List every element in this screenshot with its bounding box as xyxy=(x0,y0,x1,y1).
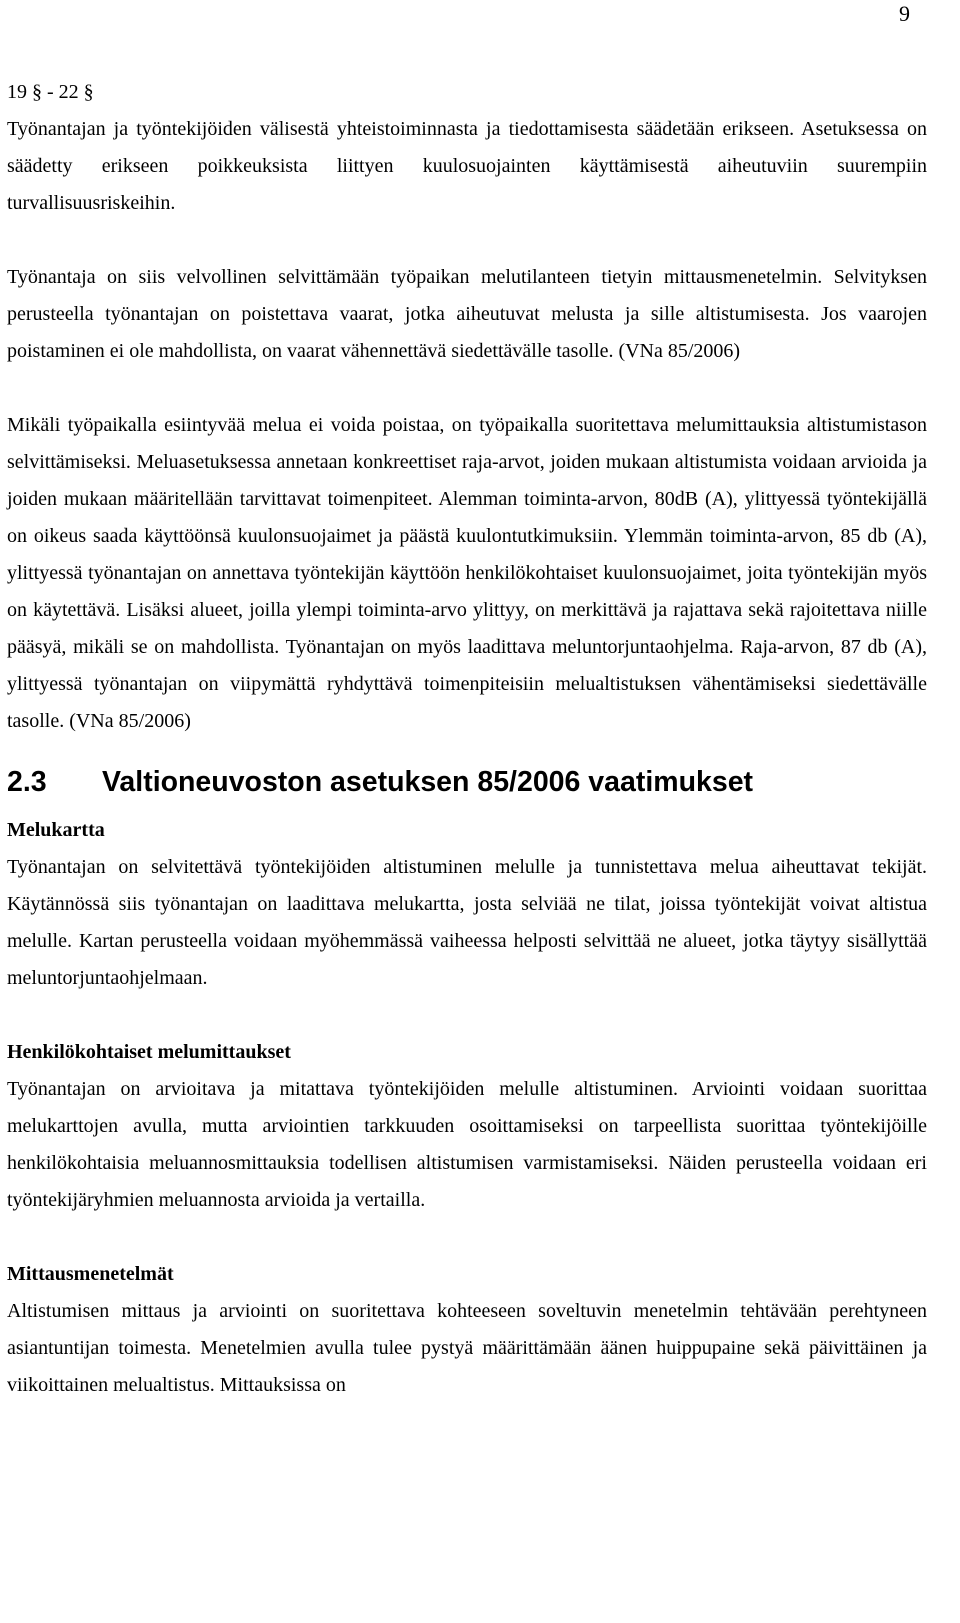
paragraph-melukartta: Työnantajan on selvitettävä työntekijöiden altistuminen melulle ja tunnistettava melua aiheuttavat tekijät. Käytännössä siis työnantajan on laadittava melukartta, josta selviää ne tilat, joissa työntekijät voivat altistua melulle. Kartan perusteella voidaan myöhemmässä vaiheessa helposti selvittää ne alueet, jotka täytyy sisällyttää meluntorjuntaohjelmaan. xyxy=(7,856,927,989)
spacer xyxy=(7,370,927,407)
paragraph-cooperation: Työnantajan ja työntekijöiden välisestä yhteistoiminnasta ja tiedottamisesta säädetään erikseen. Asetuksessa on säädetty erikseen poikkeuksista liittyen kuulosuojainten käyttämisestä aiheutuviin suurempiin turvallisuusriskeihin. xyxy=(7,118,927,214)
spacer xyxy=(7,997,927,1034)
document-body xyxy=(7,74,927,1404)
paragraph-employer-obligation: Työnantaja on siis velvollinen selvittämään työpaikan melutilanteen tietyin mittausmenetelmin. Selvityksen perusteella työnantajan on poistettava vaarat, jotka aiheutuvat melusta ja sille altistumisesta. Jos vaarojen poistaminen ei ole mahdollista, on vaarat vähennettävä siedettävälle tasolle. (VNa 85/2006) xyxy=(7,266,927,362)
spacer xyxy=(7,222,927,259)
spacer xyxy=(7,1219,927,1256)
subheading-measurement-methods: Mittausmenetelmät xyxy=(7,1263,174,1285)
section-heading xyxy=(7,762,927,802)
page-number: 9 xyxy=(899,1,910,26)
subheading-melukartta: Melukartta xyxy=(7,819,105,841)
paragraph-personal-measurements: Työnantajan on arvioitava ja mitattava työntekijöiden melulle altistuminen. Arviointi voidaan suorittaa melukarttojen avulla, mutta arviointien tarkkuuden osoittamiseksi on tarpeellista suorittaa työntekijöille henkilökohtaisia meluannosmittauksia todellisen altistumisen varmistamiseksi. Näiden perusteella voidaan eri työntekijäryhmien meluannosta arvioida ja vertailla. xyxy=(7,1078,927,1211)
subheading-personal-measurements: Henkilökohtaiset melumittaukset xyxy=(7,1041,291,1063)
paragraph-heading-section-refs: 19 § - 22 § xyxy=(7,81,94,103)
paragraph-noise-measurement: Mikäli työpaikalla esiintyvää melua ei voida poistaa, on työpaikalla suoritettava melumittauksia altistumistason selvittämiseksi. Meluasetuksessa annetaan konkreettiset raja-arvot, joiden mukaan altistumista voidaan arvioida ja joiden mukaan määritellään tarvittavat toimenpiteet. Alemman toiminta-arvon, 80dB (A), ylittyessä työntekijällä on oikeus saada käyttöönsä kuulonsuojaimet ja päästä kuulontutkimuksiin. Ylemmän toiminta-arvon, 85 db (A), ylittyessä työnantajan on annettava työntekijän käyttöön henkilökohtaiset kuulonsuojaimet, joita työntekijän myös on käytettävä. Lisäksi alueet, joilla ylempi toiminta-arvo ylittyy, on merkittävä ja rajattava sekä rajoitettava niille pääsyä, mikäli se on mahdollista. Työnantajan on myös laadittava meluntorjuntaohjelma. Raja-arvon, 87 db (A), ylittyessä työnantajan on viipymättä ryhdyttävä toimenpiteisiin melualtistuksen vähentämiseksi siedettävälle tasolle. (VNa 85/2006) xyxy=(7,414,927,732)
paragraph-measurement-methods: Altistumisen mittaus ja arviointi on suoritettava kohteeseen soveltuvin menetelmin tehtävään perehtyneen asiantuntijan toimesta. Menetelmien avulla tulee pystyä määrittämään äänen huippupaine sekä päivittäinen ja viikoittainen melualtistus. Mittauksissa on xyxy=(7,1300,927,1396)
section-title: Valtioneuvoston asetuksen 85/2006 vaatimukset xyxy=(102,766,754,798)
section-number: 2.3 xyxy=(7,766,47,798)
